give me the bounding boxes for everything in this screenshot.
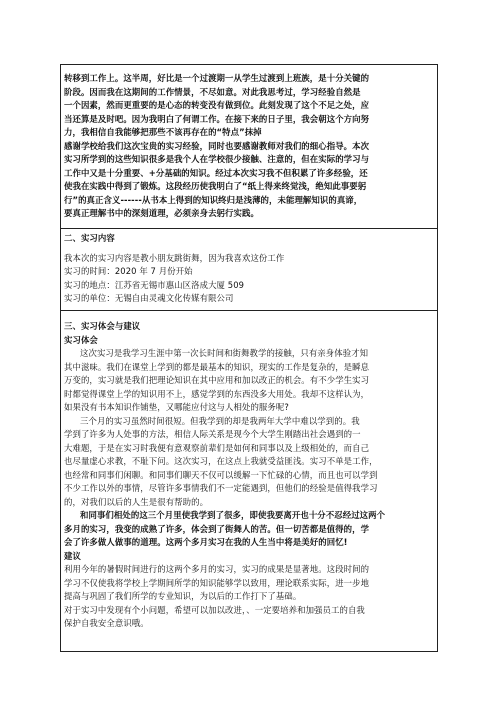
suggestion-label: 建议 (64, 550, 81, 561)
para-line: 如果没有书本知识作铺垫，又哪能应付这与人相处的服务呢? (64, 402, 289, 412)
para-line: 大难题，于是在实习时我便有意观察前辈们是如何和同事以及上级相处的，而自己 (64, 442, 370, 453)
para-line: 会了许多做人做事的道理。这两个多月实习在我的人生当中将是美好的回忆! (64, 537, 348, 547)
para-line: 和同事们相处的这三个月里使我学到了很多，即使我要离开也十分不忍经过这两个 (80, 510, 386, 520)
intro-line: 感谢学校给我们这次宝贵的实习经验，同时也要感谢教师对我们的细心指导。本次 (64, 140, 370, 151)
para-line: 学到了许多为人处事的方法，相信人际关系是现今个大学生刚踏出社会遇到的一 (64, 429, 361, 439)
suggestion-line: 对于实习中发现有个小问题，希望可以加以改进，、一定要培养和加强员工的自我 (64, 604, 365, 615)
intro-line: 一个因素，然而更重要的是心态的转变没有做到位。此刻发现了这个不足之处，应 (64, 100, 370, 110)
para-line: 也经常和同事们闲聊。和同事们聊天不仅可以缓解一下忙碌的心情，而且也可以学到 (64, 469, 378, 480)
subheading: 实习体会 (64, 334, 98, 345)
para-line: 也尽量虚心求教，不耻下问。这次实习，在这点上我就受益匪浅。实习不单是工作， (64, 456, 378, 466)
content-line: 实习的时间：2020 年 7 月份开始 (64, 266, 193, 276)
intro-line: 使我在实践中得到了锻炼。这段经历使我明白了“纸上得来终觉浅，绝知此事要躬 (64, 181, 367, 191)
intro-line: 当还算是及时吧。因为我明白了何谓工作。在接下来的日子里，我会朝这个方向努 (64, 113, 370, 124)
suggestion-line: 提高与巩固了我们所学的专业知识，为以后的工作打下了基础。 (64, 591, 302, 601)
para-line: 的，对我们以后的人生是很有帮助的。 (64, 496, 209, 507)
intro-section (64, 72, 434, 221)
para-line: 三个月的实习虽然时间很短。但我学到的却是我两年大学中难以学到的。我 (80, 415, 360, 426)
content-section (64, 232, 434, 306)
intro-line: 实习所学到的这些知识很多是我个人在学校很少接触、注意的，但在实际的学习与 (64, 154, 370, 164)
intro-line: 要真正理解书中的深刻道理，必须亲身去躬行实践。 (64, 208, 259, 218)
para-line: 万变的，实习就是我们把理论知识在其中应用和加以改正的机会。有不少学生实习 (64, 375, 370, 385)
para-line: 不少工作以外的事情，尽管许多事情我们不一定能遇到，但他们的经验是值得我学习 (64, 483, 378, 493)
content-line: 我本次的实习内容是教小朋友跳街舞，因为我喜欢这份工作 (64, 252, 285, 263)
row-divider-2 (60, 310, 438, 311)
intro-line: 阶段。因而我在这期间的工作情景，不尽如意。对此我思考过，学习经验自然是 (64, 86, 361, 97)
intro-line: 行”的真正含义------从书本上得到的知识终归是浅薄的，未能理解知识的真谛， (64, 194, 363, 205)
intro-line: 工作中又是十分重要、+分基础的知识。经过本次实习我不但积累了许多经验，还 (64, 167, 368, 178)
para-line: 这次实习是我学习生涯中第一次长时间和街舞教学的接触，只有亲身体验才知 (80, 348, 369, 358)
intro-line: 转移到工作上。这半周，好比是一个过渡期一从学生过渡到上班族，是十分关键的 (64, 73, 370, 83)
para-line: 多月的实习，我变的成熟了许多，体会到了街舞人的苦。但一切苦都是值得的，学 (64, 523, 370, 534)
content-line: 实习的单位：无锡自由灵魂文化传媒有限公司 (64, 293, 234, 303)
row-divider-1 (60, 228, 438, 229)
para-line: 其中滋味。我们在课堂上学到的都是最基本的知识，现实的工作是复杂的，是瞬息 (64, 361, 370, 372)
section-heading: 二、实习内容 (64, 233, 115, 243)
intro-line: 力，我相信自我能够把那些不该再存在的“特点”抹掉 (64, 127, 262, 137)
section-heading: 三、实习体会与建议 (64, 321, 141, 331)
suggestion-line: 学习不仅使我将学校上学期间所学的知识能够学以致用，理论联系实际，进一步地 (64, 577, 370, 588)
para-line: 时都觉得课堂上学的知识用不上，感觉学到的东西没多大用处。我却不这样认为， (64, 388, 370, 399)
reflection-section (64, 320, 434, 631)
content-line: 实习的地点：江苏省无锡市惠山区洛成大厦 509 (64, 279, 245, 290)
suggestion-line: 利用今年的暑假时间进行的这两个多月的实习，实习的成果是显著地。这段时间的 (64, 564, 370, 574)
suggestion-line: 保护自我安全意识哦。 (64, 618, 149, 628)
